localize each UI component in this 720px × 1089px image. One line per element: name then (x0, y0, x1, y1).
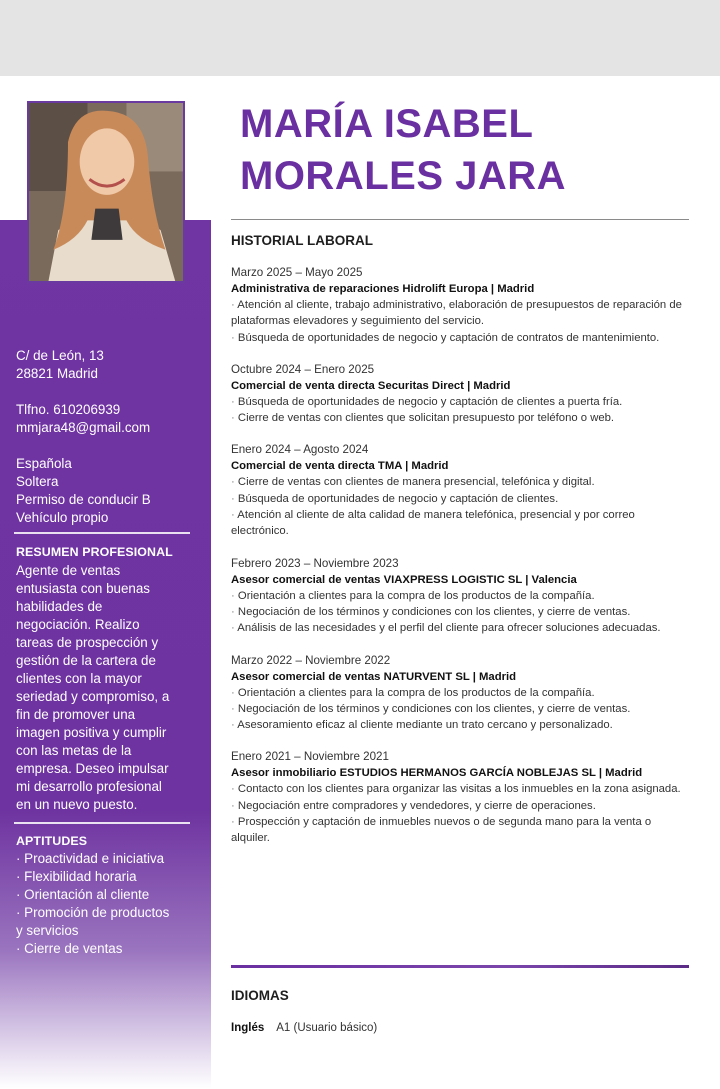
skill-item: · Flexibilidad horaria (16, 869, 137, 884)
job-period: Enero 2021 – Noviembre 2021 (231, 750, 389, 764)
profile-photo (27, 101, 185, 283)
job-title: Asesor comercial de ventas NATURVENT SL | Madrid (231, 670, 517, 683)
job-bullet (231, 394, 691, 410)
summary-line: entusiasta con buenas (16, 581, 151, 596)
job-entry (231, 749, 691, 846)
bullet-dot-icon: · (231, 622, 238, 635)
job-bullet-text: Cierre de ventas con clientes de manera presencial, telefónica y digital. (237, 476, 595, 489)
job-bullet-text: Asesoramiento eficaz al cliente mediante un trato cercano y personalizado. (237, 719, 613, 732)
bullet-dot-icon: · (231, 299, 238, 311)
header-divider (231, 219, 689, 220)
job-title: Administrativa de reparaciones Hidrolift Europa | Madrid (231, 283, 535, 295)
job-bullet (231, 685, 691, 701)
languages-heading: IDIOMAS (231, 988, 289, 1003)
sidebar-divider (14, 532, 190, 534)
job-bullet (231, 798, 691, 814)
job-title: Asesor comercial de ventas VIAXPRESS LOGISTIC SL | Valencia (231, 573, 577, 586)
job-period: Octubre 2024 – Enero 2025 (231, 362, 375, 376)
marital-status: Soltera (16, 474, 59, 489)
job-entry (231, 362, 691, 427)
section-divider (231, 965, 689, 968)
bullet-dot-icon: · (231, 476, 238, 489)
summary-line: Agente de ventas (16, 563, 121, 578)
job-bullet-text: Negociación de los términos y condiciones con los clientes, y cierre de ventas. (237, 605, 631, 618)
summary-line: seriedad y compromiso, a (16, 689, 170, 704)
summary-line: mi desarrollo profesional (16, 779, 162, 794)
bullet-dot-icon: · (231, 783, 238, 796)
name-line-2: MORALES JARA (240, 154, 567, 198)
language-name: Inglés (231, 1022, 265, 1034)
language-level: A1 (Usuario básico) (276, 1022, 378, 1034)
bullet-dot-icon: · (231, 395, 238, 408)
summary-line: gestión de la cartera de (16, 653, 156, 668)
summary-line: negociación. Realizo (16, 617, 140, 632)
address-street: C/ de León, 13 (16, 348, 104, 363)
summary-line: empresa. Deseo impulsar (16, 761, 169, 776)
bullet-dot-icon: · (231, 702, 238, 715)
job-entry (231, 556, 691, 637)
skill-item: · Orientación al cliente (16, 887, 150, 902)
job-bullet (231, 491, 691, 507)
job-bullet (231, 474, 691, 490)
job-bullet (231, 297, 691, 330)
summary-line: habilidades de (16, 599, 103, 614)
bullet-dot-icon: · (231, 509, 238, 522)
languages-list (231, 1022, 377, 1034)
job-bullet-text: Atención al cliente, trabajo administrativo, elaboración de presupuestos de reparación de plataformas elevadores y seguimiento del servicio. (231, 299, 682, 328)
job-bullet-text: Contacto con los clientes para organizar las visitas a los inmuebles en la zona asignada. (237, 783, 681, 796)
summary-heading: RESUMEN PROFESIONAL (16, 545, 173, 559)
job-entry (231, 442, 691, 539)
job-history (231, 265, 691, 863)
bullet-dot-icon: · (231, 799, 238, 812)
job-period: Enero 2024 – Agosto 2024 (231, 443, 369, 457)
sidebar-divider (14, 822, 190, 824)
job-bullet (231, 330, 691, 346)
bullet-dot-icon: · (231, 589, 238, 602)
history-heading: HISTORIAL LABORAL (231, 233, 374, 248)
email-address[interactable]: mmjara48@gmail.com (16, 420, 151, 435)
job-bullet (231, 588, 691, 604)
job-period: Marzo 2025 – Mayo 2025 (231, 266, 363, 279)
vehicle: Vehículo propio (16, 510, 109, 525)
bullet-dot-icon: · (231, 816, 238, 829)
job-bullet (231, 781, 691, 797)
name-line-1: MARÍA ISABEL (240, 102, 534, 146)
bullet-dot-icon: · (231, 412, 238, 425)
job-bullet (231, 717, 691, 733)
language-row (231, 1022, 377, 1034)
job-bullet-text: Orientación a clientes para la compra de los productos de la compañía. (237, 589, 595, 602)
summary-line: fin de promover una (16, 707, 136, 722)
driving-license: Permiso de conducir B (16, 492, 151, 507)
job-bullet-text: Atención al cliente de alta calidad de manera telefónica, presencial y por correo electrónico. (231, 509, 635, 538)
job-bullet (231, 604, 691, 620)
nationality: Española (16, 456, 72, 471)
job-entry (231, 653, 691, 734)
job-bullet-text: Búsqueda de oportunidades de negocio y captación de clientes. (237, 492, 559, 505)
job-bullet (231, 410, 691, 426)
skill-item: · Proactividad e iniciativa (16, 851, 165, 866)
job-entry (231, 265, 691, 346)
job-bullet-text: Búsqueda de oportunidades de negocio y captación de clientes a puerta fría. (237, 395, 623, 408)
skill-item: · Cierre de ventas (16, 941, 123, 956)
job-title: Asesor inmobiliario ESTUDIOS HERMANOS GARCÍA NOBLEJAS SL | Madrid (231, 767, 643, 780)
job-bullet (231, 701, 691, 717)
summary-line: imagen positiva y cumplir (16, 725, 167, 740)
job-period: Marzo 2022 – Noviembre 2022 (231, 653, 391, 667)
skills-list (16, 850, 196, 958)
contact-block (16, 401, 196, 437)
job-bullet-text: Negociación entre compradores y vendedores, y cierre de operaciones. (237, 799, 596, 812)
job-bullet-text: Búsqueda de oportunidades de negocio y captación de contratos de mantenimiento. (237, 331, 660, 344)
candidate-name (240, 98, 566, 202)
bullet-dot-icon: · (231, 719, 238, 732)
summary-text (16, 562, 196, 814)
bullet-dot-icon: · (231, 686, 238, 699)
summary-line: clientes con la mayor (16, 671, 142, 686)
job-bullet-text: Cierre de ventas con clientes que solicitan presupuesto por teléfono o web. (237, 412, 615, 425)
job-bullet-text: Análisis de las necesidades y el perfil del cliente para ofrecer soluciones adecuadas. (237, 622, 661, 635)
address-block (16, 347, 196, 383)
summary-line: en un nuevo puesto. (16, 797, 138, 812)
skills-heading: APTITUDES (16, 834, 88, 848)
summary-line: con las metas de la (16, 743, 132, 758)
job-title: Comercial de venta directa TMA | Madrid (231, 460, 449, 473)
bullet-dot-icon: · (231, 492, 238, 505)
phone-number: Tlfno. 610206939 (16, 402, 121, 417)
top-band (0, 0, 720, 76)
address-city: 28821 Madrid (16, 366, 98, 381)
bullet-dot-icon: · (231, 605, 238, 618)
job-title: Comercial de venta directa Securitas Direct | Madrid (231, 379, 511, 392)
job-bullet-text: Prospección y captación de inmuebles nuevos o de segunda mano para la venta o alquiler. (231, 816, 652, 845)
job-bullet (231, 814, 691, 847)
summary-line: tareas de prospección y (16, 635, 159, 650)
job-period: Febrero 2023 – Noviembre 2023 (231, 556, 399, 570)
skill-item: · Promoción de productos (16, 905, 170, 920)
bullet-dot-icon: · (231, 331, 238, 344)
job-bullet (231, 620, 691, 636)
skill-item: y servicios (16, 923, 79, 938)
job-bullet-text: Orientación a clientes para la compra de los productos de la compañía. (237, 686, 595, 699)
job-bullet-text: Negociación de los términos y condiciones con los clientes, y cierre de ventas. (237, 702, 631, 715)
personal-info-block (16, 455, 196, 527)
job-bullet (231, 507, 691, 540)
